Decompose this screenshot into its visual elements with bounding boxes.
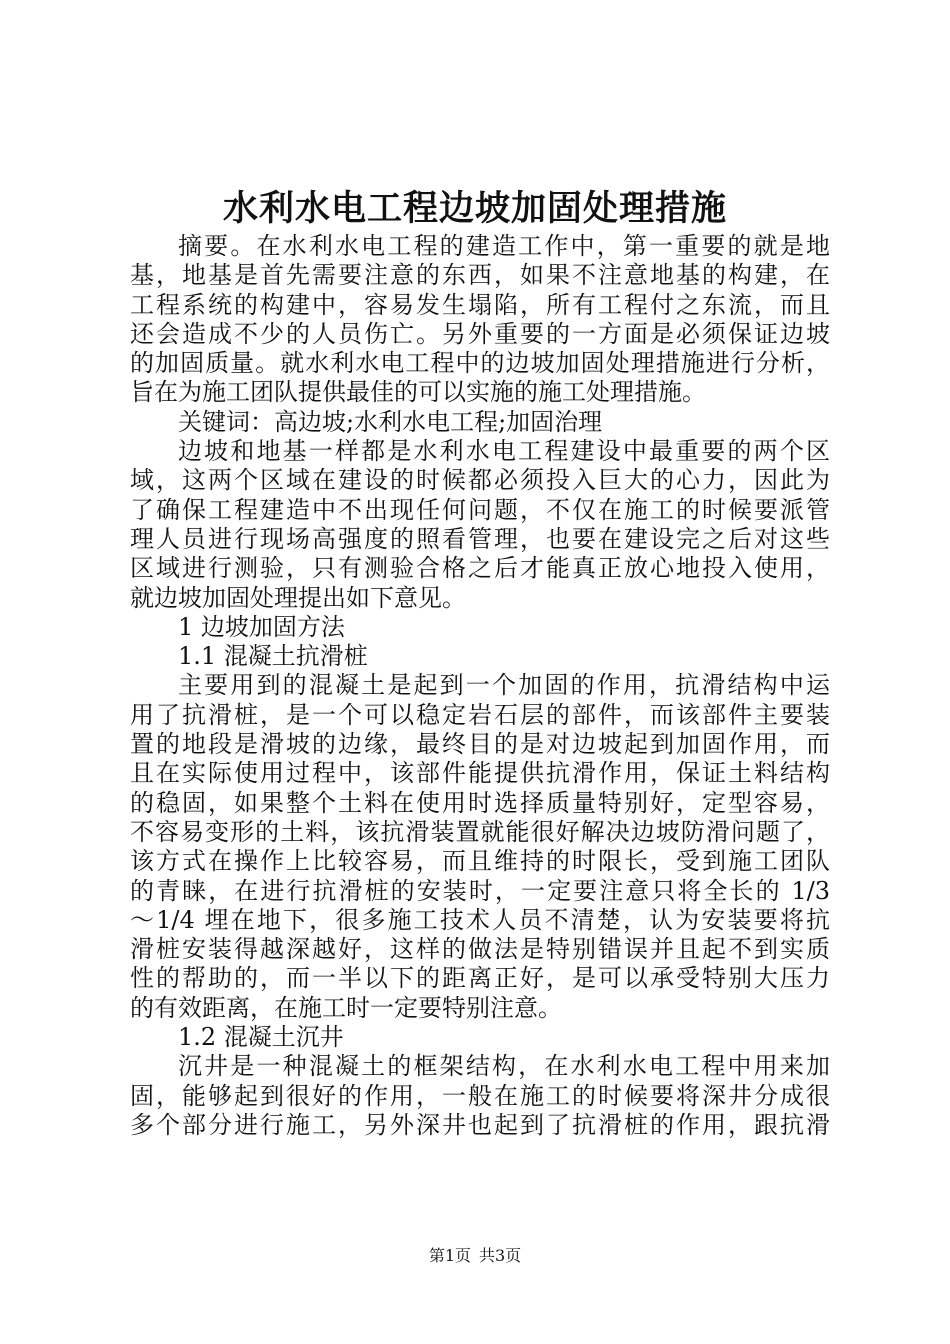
body-line: 主要用到的混凝土是起到一个加固的作用，抗滑结构中运: [178, 671, 830, 700]
body-line: 区域进行测验，只有测验合格之后才能真正放心地投入使用，: [130, 554, 830, 583]
page-total: 共3页: [479, 1246, 522, 1265]
page-footer: [0, 1244, 950, 1268]
subsection-heading: 1.1 混凝土抗滑桩: [178, 642, 368, 671]
body-line: 的加固质量。就水利水电工程中的边坡加固处理措施进行分析，: [130, 349, 830, 378]
body-line: 就边坡加固处理提出如下意见。: [130, 583, 466, 612]
body-line: 还会造成不少的人员伤亡。另外重要的一方面是必须保证边坡: [130, 319, 830, 348]
body-line: 边坡和地基一样都是水利水电工程建设中最重要的两个区: [178, 437, 830, 466]
body-line: 不容易变形的土料，该抗滑装置就能很好解决边坡防滑问题了，: [130, 817, 830, 846]
section-heading: 1 边坡加固方法: [178, 612, 345, 641]
body-line: 旨在为施工团队提供最佳的可以实施的施工处理措施。: [130, 378, 706, 407]
body-line: 的有效距离，在施工时一定要特别注意。: [130, 993, 562, 1022]
document-title: 水利水电工程边坡加固处理措施: [222, 188, 727, 229]
page-number: 第1页: [428, 1246, 471, 1265]
body-line: 的稳固，如果整个土料在使用时选择质量特别好，定型容易，: [130, 788, 830, 817]
document-body: [130, 232, 830, 1140]
body-line: 工程系统的构建中，容易发生塌陷，所有工程付之东流，而且: [130, 290, 830, 319]
body-line: 多个部分进行施工，另外深井也起到了抗滑桩的作用，跟抗滑: [130, 1110, 830, 1139]
body-line: 置的地段是滑坡的边缘，最终目的是对边坡起到加固作用，而: [130, 730, 830, 759]
body-line: 滑桩安装得越深越好，这样的做法是特别错误并且起不到实质: [130, 935, 830, 964]
body-line: 固，能够起到很好的作用，一般在施工的时候要将深井分成很: [130, 1081, 830, 1110]
body-line: 了确保工程建造中不出现任何问题，不仅在施工的时候要派管: [130, 495, 830, 524]
body-line: 且在实际使用过程中，该部件能提供抗滑作用，保证土料结构: [130, 759, 830, 788]
body-line: 用了抗滑桩，是一个可以稳定岩石层的部件，而该部件主要装: [130, 700, 830, 729]
subsection-heading: 1.2 混凝土沉井: [178, 1023, 344, 1052]
body-line: 基，地基是首先需要注意的东西，如果不注意地基的构建，在: [130, 261, 830, 290]
body-line: 该方式在操作上比较容易，而且维持的时限长，受到施工团队: [130, 847, 830, 876]
body-line: 沉井是一种混凝土的框架结构，在水利水电工程中用来加: [178, 1052, 830, 1081]
body-line: 域，这两个区域在建设的时候都必须投入巨大的心力，因此为: [130, 466, 830, 495]
body-line: ～1/4 埋在地下，很多施工技术人员不清楚，认为安装要将抗: [130, 905, 830, 934]
keywords-line: 关键词：高边坡;水利水电工程;加固治理: [178, 407, 603, 436]
body-line: 的青睐，在进行抗滑桩的安装时，一定要注意只将全长的 1/3: [130, 876, 830, 905]
body-line: 摘要。在水利水电工程的建造工作中，第一重要的就是地: [178, 232, 830, 260]
body-line: 理人员进行现场高强度的照看管理，也要在建设完之后对这些: [130, 524, 830, 553]
body-line: 性的帮助的，而一半以下的距离正好，是可以承受特别大压力: [130, 964, 830, 993]
